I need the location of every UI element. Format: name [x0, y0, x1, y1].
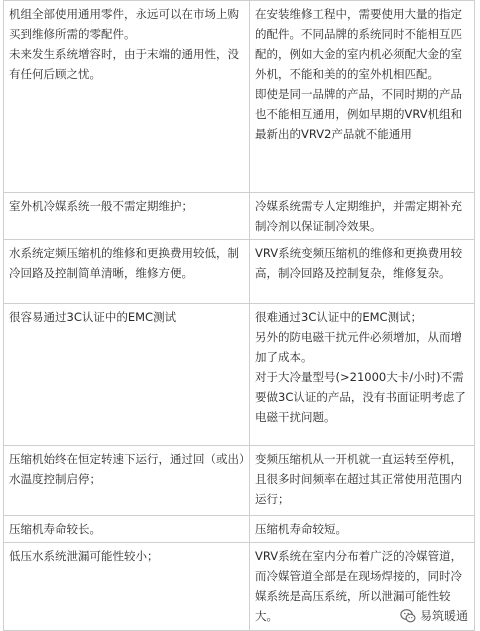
cell-paragraph: VRV系统在室内分布着广泛的冷媒管道，而冷媒管道全部是在现场焊接的，同时冷媒系统是高压系统，所以泄漏可能性较大。	[255, 549, 463, 623]
table-row	[4, 446, 475, 516]
table-row	[4, 240, 475, 304]
cell-paragraph: 未来发生系统增容时，由于末端的通用性，没有任何后顾之忧。	[9, 47, 239, 81]
cell-paragraph: 很容易通过3C认证中的EMC测试	[9, 310, 177, 324]
table-cell-left	[4, 240, 250, 304]
table-cell-right	[250, 446, 475, 516]
cell-paragraph: 压缩机始终在恒定转速下运行，通过回（或出）水温度控制启停；	[9, 452, 245, 486]
table-cell-right	[250, 304, 475, 446]
cell-paragraph: 压缩机寿命较短。	[255, 522, 347, 536]
table-cell-left	[4, 543, 250, 631]
watermark	[400, 607, 468, 624]
table-cell-left	[4, 304, 250, 446]
cell-paragraph: 低压水系统泄漏可能性较小；	[9, 549, 159, 563]
table-row	[4, 516, 475, 543]
cell-paragraph: 另外的防电磁干扰元件必须增加，从而增加了成本。	[255, 330, 462, 364]
cell-paragraph: 冷媒系统需专人定期维护，并需定期补充制冷剂以保证制冷效果。	[255, 199, 462, 233]
cell-paragraph: 室外机冷媒系统一般不需定期维护；	[9, 199, 193, 213]
table-row	[4, 304, 475, 446]
cell-paragraph: 水系统定频压缩机的维修和更换费用较低，制冷回路及控制简单清晰，维修方便。	[9, 246, 239, 280]
cell-paragraph: 即使是同一品牌的产品，不同时期的产品也不能相互通用，例如早期的VRV机组和最新出的VRV2产品就不能通用	[255, 87, 463, 141]
cell-paragraph: VRV系统变频压缩机的维修和更换费用较高，制冷回路及控制复杂，维修复杂。	[255, 246, 463, 280]
cell-paragraph: 很难通过3C认证中的EMC测试；	[255, 310, 423, 324]
table-cell-right	[250, 516, 475, 543]
table-cell-left	[4, 1, 250, 193]
table-cell-left	[4, 446, 250, 516]
cell-paragraph: 在安装维修工程中，需要使用大量的指定的配件。不同品牌的系统同时不能相互匹配的，例如大金的室内机必须配大金的室外机，不能和美的的室外机相匹配。	[255, 7, 462, 81]
table-cell-left	[4, 193, 250, 240]
table-cell-left	[4, 516, 250, 543]
table-row	[4, 193, 475, 240]
table-cell-right	[250, 193, 475, 240]
table-row	[4, 1, 475, 193]
comparison-table	[3, 0, 475, 631]
cell-paragraph: 对于大冷量型号(>21000大卡/小时)不需要做3C认证的产品，没有书面证明考虑了电磁干扰问题。	[255, 370, 466, 424]
cell-paragraph: 变频压缩机从一开机就一直运转至停机，且很多时间频率在超过其正常使用范围内运行；	[255, 452, 462, 506]
cell-paragraph: 机组全部使用通用零件，永远可以在市场上购买到维修所需的零配件。	[9, 7, 239, 41]
wechat-logo-icon	[400, 608, 416, 624]
watermark-text: 易筑暖通	[419, 609, 468, 623]
table-cell-right	[250, 240, 475, 304]
cell-paragraph: 压缩机寿命较长。	[9, 522, 101, 536]
table-cell-right	[250, 1, 475, 193]
